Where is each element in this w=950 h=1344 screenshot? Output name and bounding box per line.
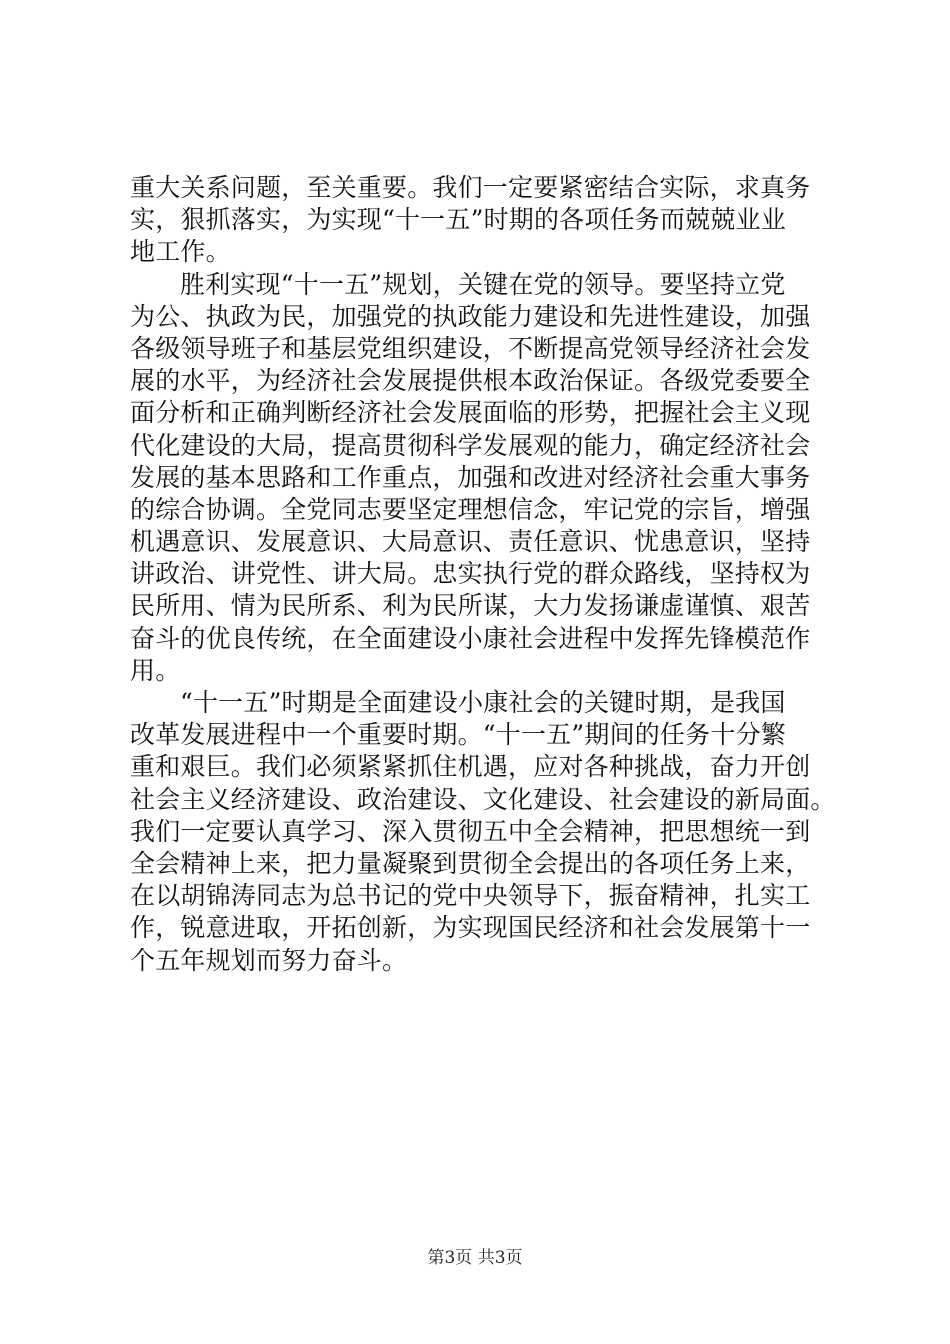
text-line: 用。 (130, 655, 181, 685)
text-line: 胜利实现“十一五”规划，关键在党的领导。要坚持立党 (180, 269, 786, 299)
text-line: 展的水平，为经济社会发展提供根本政治保证。各级党委要全 (130, 366, 811, 396)
document-body (130, 172, 850, 977)
text-line: 面分析和正确判断经济社会发展面临的形势，把握社会主义现 (130, 398, 811, 428)
text-line: 在以胡锦涛同志为总书记的党中央领导下，振奋精神，扎实工 (130, 881, 811, 911)
text-line: 民所用、情为民所系、利为民所谋，大力发扬谦虚谨慎、艰苦 (130, 591, 811, 621)
text-line: 发展的基本思路和工作重点，加强和改进对经济社会重大事务 (130, 462, 811, 492)
text-line: 重大关系问题，至关重要。我们一定要紧密结合实际，求真务 (130, 173, 811, 202)
text-line: 我们一定要认真学习、深入贯彻五中全会精神，把思想统一到 (130, 816, 811, 846)
text-line: 地工作。 (130, 237, 231, 267)
paragraph-1 (130, 172, 850, 269)
text-line: 机遇意识、发展意识、大局意识、责任意识、忧患意识，坚持 (130, 527, 811, 557)
text-line: 重和艰巨。我们必须紧紧抓住机遇，应对各种挑战，奋力开创 (130, 752, 811, 782)
paragraph-3 (130, 687, 850, 977)
text-line: 的综合协调。全党同志要坚定理想信念，牢记党的宗旨，增强 (130, 494, 811, 524)
text-line: 个五年规划而努力奋斗。 (130, 945, 408, 975)
text-line: 社会主义经济建设、政治建设、文化建设、社会建设的新局面。 (130, 784, 836, 814)
text-line: 全会精神上来，把力量凝聚到贯彻全会提出的各项任务上来， (130, 848, 811, 878)
text-line: “十一五”时期是全面建设小康社会的关键时期，是我国 (180, 688, 786, 717)
text-line: 奋斗的优良传统，在全面建设小康社会进程中发挥先锋模范作 (130, 623, 811, 653)
page-number-footer: 第3页 共3页 (427, 1248, 523, 1268)
text-line: 改革发展进程中一个重要时期。“十一五”期间的任务十分繁 (130, 720, 786, 750)
text-line: 作，锐意进取，开拓创新，为实现国民经济和社会发展第十一 (130, 913, 811, 943)
text-line: 各级领导班子和基层党组织建设，不断提高党领导经济社会发 (130, 333, 811, 363)
text-line: 为公、执政为民，加强党的执政能力建设和先进性建设，加强 (130, 301, 811, 331)
text-line: 实，狠抓落实，为实现“十一五”时期的各项任务而兢兢业业 (130, 205, 786, 235)
paragraph-2 (130, 269, 850, 687)
text-line: 讲政治、讲党性、讲大局。忠实执行党的群众路线，坚持权为 (130, 559, 811, 589)
text-line: 代化建设的大局，提高贯彻科学发展观的能力，确定经济社会 (130, 430, 811, 460)
